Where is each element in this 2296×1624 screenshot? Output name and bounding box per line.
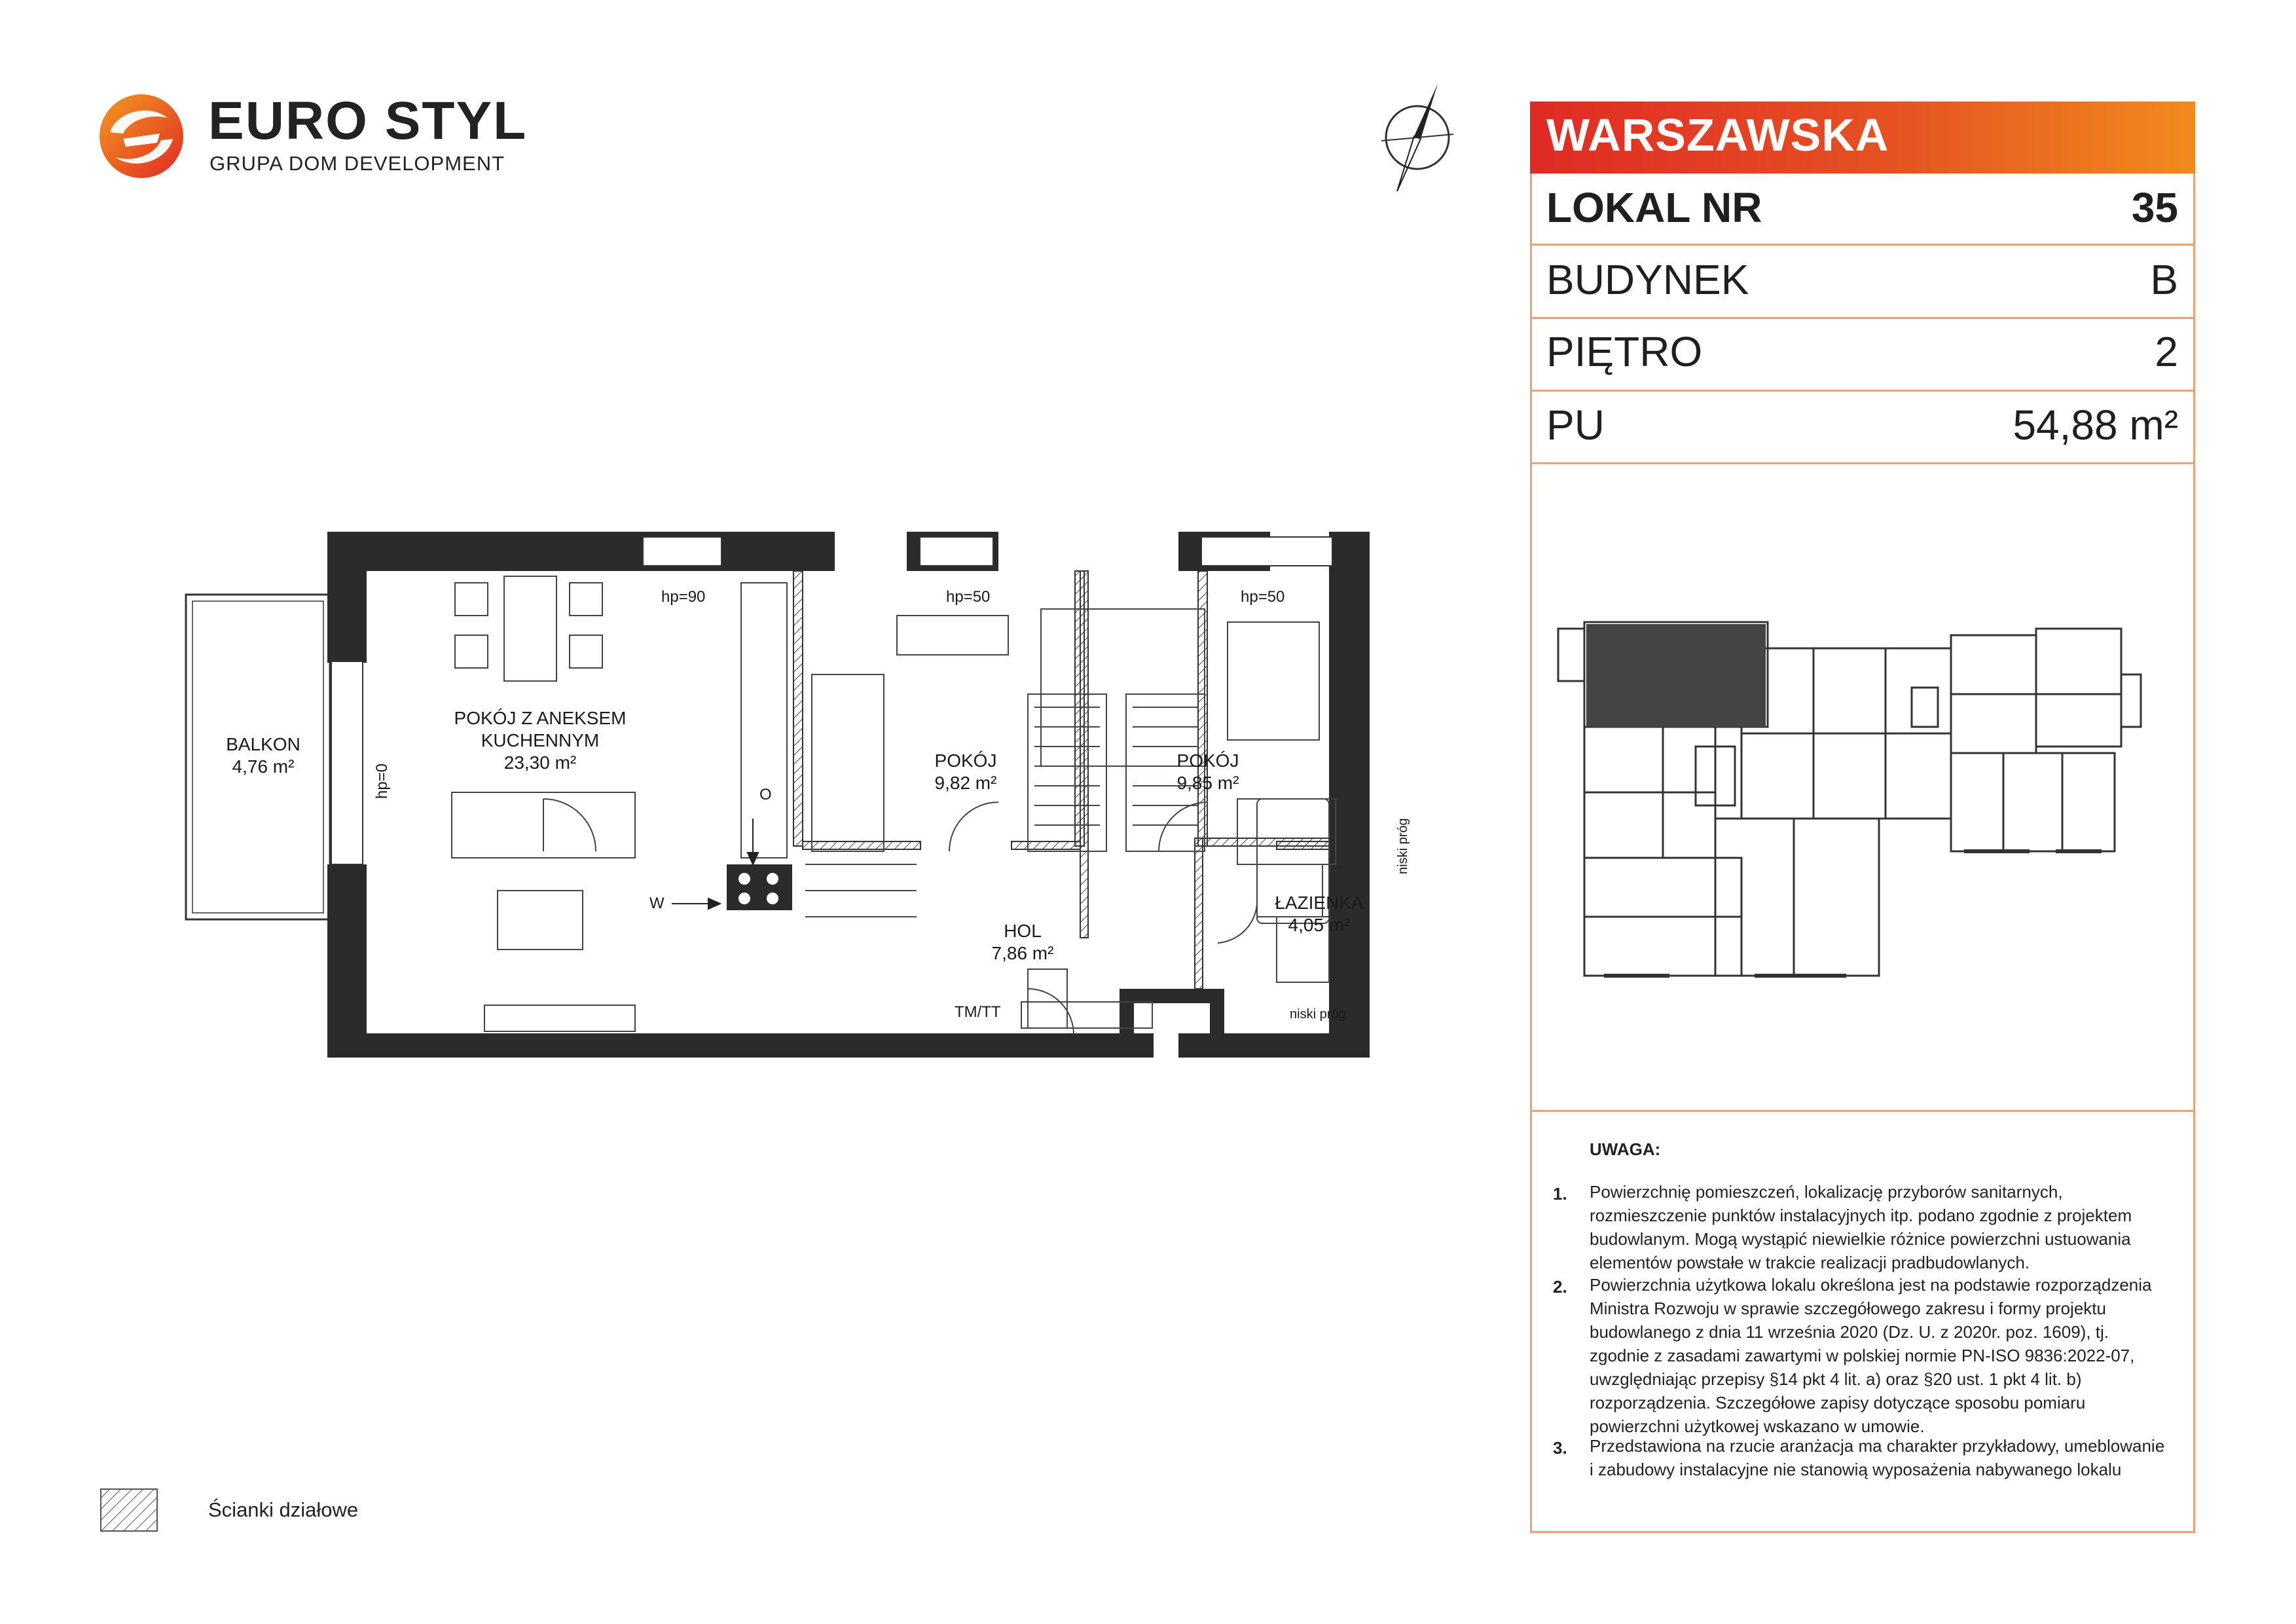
note-number: 2. bbox=[1553, 1277, 1567, 1297]
eurostyl-logo-icon bbox=[97, 92, 186, 181]
threshold-label: niski próg bbox=[1290, 1007, 1346, 1022]
room-area: 23,30 m² bbox=[503, 752, 577, 773]
unit-number-label: LOKAL NR bbox=[1546, 184, 1762, 231]
floor-plan bbox=[177, 511, 1453, 1074]
window-height-label: hp=90 bbox=[661, 588, 706, 606]
window-height-label: hp=50 bbox=[946, 588, 991, 606]
room-name: HOL bbox=[1004, 921, 1042, 941]
ventilation-label: O bbox=[759, 786, 772, 803]
floor-label: PIĘTRO bbox=[1546, 328, 1703, 375]
brand-name: EURO STYL bbox=[208, 91, 528, 151]
room-area: 9,82 m² bbox=[934, 773, 997, 793]
hatch-swatch-icon bbox=[100, 1488, 158, 1532]
note-number: 3. bbox=[1553, 1438, 1567, 1458]
room-name: POKÓJ Z ANEKSEM bbox=[454, 708, 627, 728]
room-area: 4,76 m² bbox=[232, 756, 295, 777]
compass-icon bbox=[1368, 79, 1467, 196]
room-name: ŁAZIENKA bbox=[1275, 893, 1364, 913]
room-name: POKÓJ bbox=[1176, 750, 1239, 771]
notes-heading: UWAGA: bbox=[1590, 1139, 1661, 1159]
unit-number-value: 35 bbox=[2131, 184, 2178, 231]
room-bathroom bbox=[1275, 892, 1363, 936]
floor-value: 2 bbox=[2155, 328, 2178, 375]
room-bedroom-2 bbox=[1177, 750, 1239, 794]
info-divider bbox=[1530, 390, 2195, 392]
window-height-label: hp=50 bbox=[1241, 588, 1285, 606]
note-text: Przedstawiona na rzucie aranżacja ma charakter przykładowy, umeblowanie i zabudowy instalacyjne nie stanowią wyposażenia nabywanego lokalu bbox=[1590, 1436, 2165, 1479]
note-number: 1. bbox=[1553, 1184, 1567, 1204]
room-name: POKÓJ bbox=[934, 750, 997, 771]
water-label: W bbox=[649, 895, 665, 912]
info-divider bbox=[1530, 462, 2195, 464]
room-name: BALKON bbox=[226, 734, 301, 754]
room-balcony bbox=[226, 733, 301, 778]
door-height-label: hp=0 bbox=[373, 763, 391, 799]
threshold-label: niski próg bbox=[1396, 818, 1410, 874]
room-hall bbox=[992, 920, 1054, 965]
area-label: PU bbox=[1546, 401, 1605, 449]
area-value: 54,88 m² bbox=[2013, 401, 2178, 449]
building-value: B bbox=[2150, 256, 2178, 303]
brand-subtitle: GRUPA DOM DEVELOPMENT bbox=[210, 152, 505, 175]
room-area: 4,05 m² bbox=[1288, 915, 1351, 935]
room-bedroom-1 bbox=[935, 750, 997, 794]
room-name-continued: KUCHENNYM bbox=[481, 730, 600, 750]
legend-label: Ścianki działowe bbox=[208, 1498, 359, 1521]
project-name: WARSZAWSKA bbox=[1546, 109, 1889, 160]
building-label: BUDYNEK bbox=[1546, 256, 1749, 303]
info-divider bbox=[1530, 244, 2195, 246]
room-area: 7,86 m² bbox=[991, 943, 1054, 963]
room-living-kitchen bbox=[454, 707, 627, 774]
info-divider bbox=[1530, 317, 2195, 319]
note-text: Powierzchnia użytkowa lokalu określona jest na podstawie rozporządzenia Ministra Rozwoju w sprawie szczegółowego zakresu i formy projektu budowlanego z dnia 11 września 2020 (Dz. U. z 2020r. poz. 1609), tj. zgodnie z zasadami zawartymi w polskiej normie PN-ISO 9836:2022-07, uwzględniając przepisy §14 pkt 4 lit. a) oraz §20 ust. 1 pkt 4 lit. b) rozporządzenia. Szczegółowe zapisy dotyczące sposobu pomiaru powierzchni użytkowej wskazano w umowie. bbox=[1590, 1275, 2152, 1436]
building-key-plan bbox=[1545, 609, 2174, 989]
media-socket-label: TM/TT bbox=[955, 1003, 1001, 1021]
notes-divider bbox=[1530, 1110, 2195, 1112]
note-text: Powierzchnię pomieszczeń, lokalizację przyborów sanitarnych, rozmieszczenie punktów instalacyjnych itp. podano zgodnie z projektem budowlanym. Mogą wystąpić niewielkie różnice powierzchni ustuowania elementów powstałe w trakcie realizacji pradbudowlanych. bbox=[1590, 1182, 2132, 1272]
room-area: 9,85 m² bbox=[1176, 773, 1239, 793]
